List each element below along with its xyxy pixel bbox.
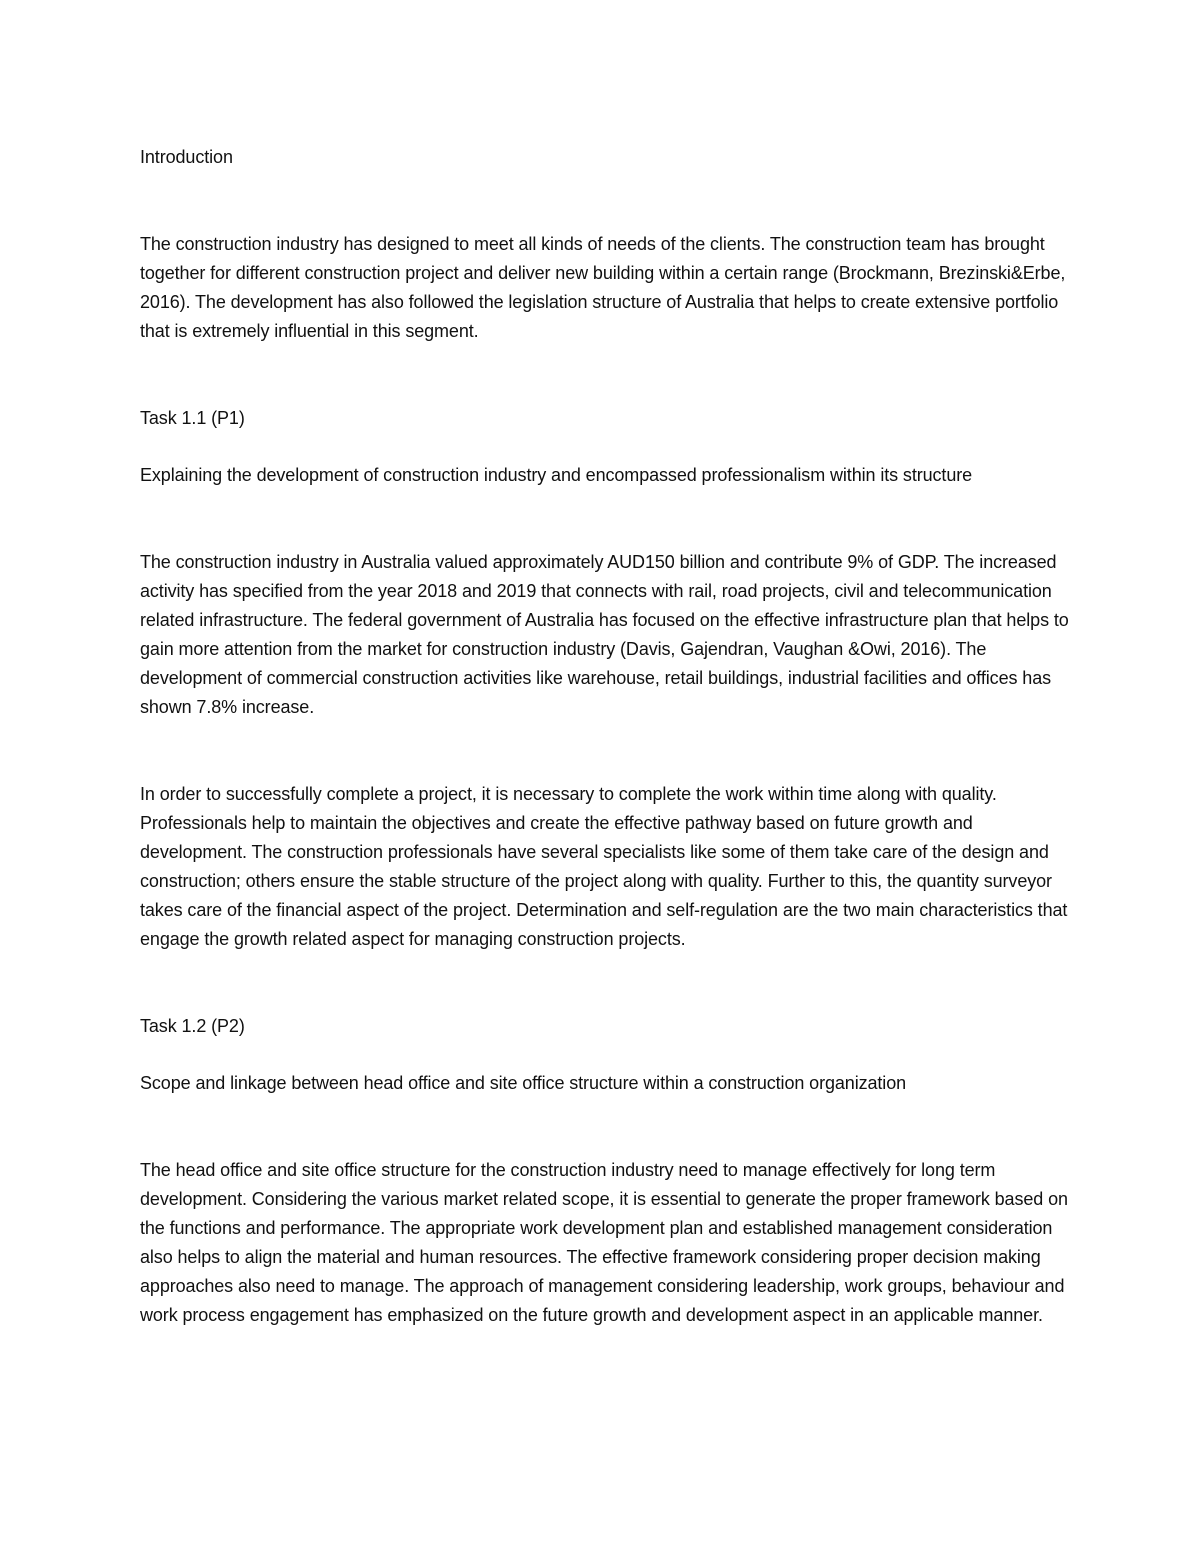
- task-1-1-paragraph-1: The construction industry in Australia valued approximately AUD150 billion and contribute 9% of GDP. The increased activity has specified from the year 2018 and 2019 that connects with rail, road projects, civil and telecommunication related infrastructure. The federal government of Australia has focused on the effective infrastructure plan that helps to gain more attention from the market for construction industry (Davis, Gajendran, Vaughan &Owi, 2016). The development of commercial construction activities like warehouse, retail buildings, industrial facilities and offices has shown 7.8% increase.: [140, 552, 1069, 717]
- task-1-2-subheading: Scope and linkage between head office and site office structure within a construction organization: [140, 1073, 907, 1093]
- intro-heading: Introduction: [140, 147, 233, 167]
- document-body: [140, 143, 1070, 1330]
- task-1-1-subheading: Explaining the development of construction industry and encompassed professionalism within its structure: [140, 465, 973, 485]
- task-1-1-heading: Task 1.1 (P1): [140, 408, 245, 428]
- task-1-1-paragraph-2: In order to successfully complete a project, it is necessary to complete the work within time along with quality. Professionals help to maintain the objectives and create the effective pathway based on future growth and development. The construction professionals have several specialists like some of them take care of the design and construction; others ensure the stable structure of the project along with quality. Further to this, the quantity surveyor takes care of the financial aspect of the project. Determination and self-regulation are the two main characteristics that engage the growth related aspect for managing construction projects.: [140, 784, 1068, 949]
- intro-paragraph: The construction industry has designed to meet all kinds of needs of the clients. The construction team has brought together for different construction project and deliver new building within a certain range (Brockmann, Brezinski&Erbe, 2016). The development has also followed the legislation structure of Australia that helps to create extensive portfolio that is extremely influential in this segment.: [140, 234, 1066, 341]
- task-1-2-paragraph-1: The head office and site office structure for the construction industry need to manage effectively for long term development. Considering the various market related scope, it is essential to generate the proper framework based on the functions and performance. The appropriate work development plan and established management consideration also helps to align the material and human resources. The effective framework considering proper decision making approaches also need to manage. The approach of management considering leadership, work groups, behaviour and work process engagement has emphasized on the future growth and development aspect in an applicable manner.: [140, 1160, 1068, 1325]
- task-1-2-heading: Task 1.2 (P2): [140, 1016, 245, 1036]
